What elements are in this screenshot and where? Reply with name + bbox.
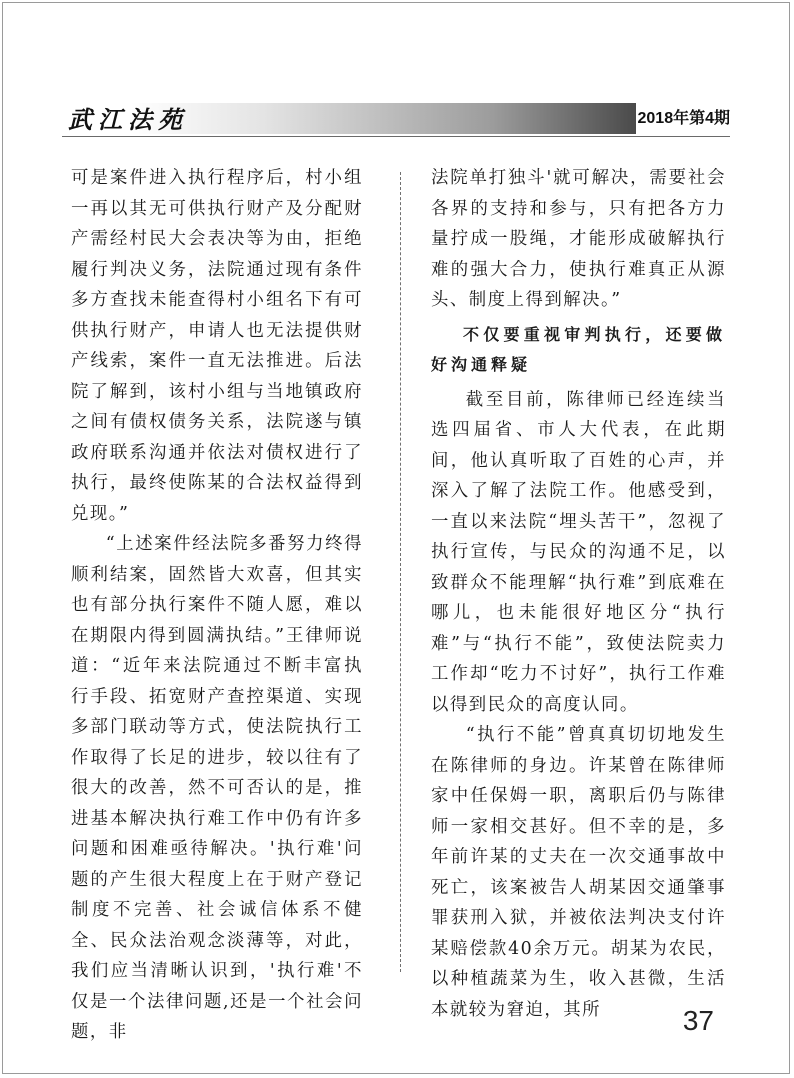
right-column: [431, 163, 726, 1025]
left-column: [71, 163, 363, 1048]
paragraph-continuation: 法院单打独斗'就可解决，需要社会各界的支持和参与，只有把各方力量拧成一股绳，才能形成破解执行难的强大合力，使执行难真正从源头、制度上得到解决。”: [431, 168, 726, 310]
column-divider: [400, 172, 401, 972]
paragraph: “执行不能”曾真真切切地发生在陈律师的身边。许某曾在陈律师家中任保姆一职，离职后仍与陈律师一家相交甚好。但不幸的是，多年前许某的丈夫在一次交通事故中死亡，该案被告人胡某因交通肇事罪获刑入狱，并被依法判决支付许某赔偿款40余万元。胡某为农民，以种植蔬菜为生，收入甚微，生活本就较为窘迫，其所: [431, 725, 726, 1020]
paragraph: 可是案件进入执行程序后，村小组一再以其无可供执行财产及分配财产需经村民大会表决等为由，拒绝履行判决义务，法院通过现有条件多方查找未能查得村小组名下有可供执行财产，申请人也无法提供财产线索，案件一直无法推进。后法院了解到，该村小组与当地镇政府之间有债权债务关系，法院遂与镇政府联系沟通并依法对债权进行了执行，最终使陈某的合法权益得到兑现。”: [71, 168, 363, 524]
journal-name: 武江法苑: [68, 105, 188, 134]
paragraph: 截至目前，陈律师已经连续当选四届省、市人大代表，在此期间，他认真听取了百姓的心声，并深入了解了法院工作。他感受到，一直以来法院“埋头苦干”，忽视了执行宣传，与民众的沟通不足，以致群众不能理解“执行难”到底难在哪儿，也未能很好地区分“执行难”与“执行不能”，致使法院卖力工作却“吃力不讨好”，执行工作难以得到民众的高度认同。: [431, 389, 726, 715]
issue-label: 2018年第4期: [637, 110, 730, 127]
page-header: [62, 103, 730, 134]
header-rule: [62, 136, 730, 137]
section-subheading: 不仅要重视审判执行，还要做好沟通释疑: [431, 326, 726, 374]
page-number: 37: [682, 1005, 714, 1036]
paragraph: “上述案件经法院多番努力终得顺利结案，固然皆大欢喜，但其实也有部分执行案件不随人愿，难以在期限内得到圆满执结。”王律师说道：“近年来法院通过不断丰富执行手段、拓宽财产查控渠道、实现多部门联动等方式，使法院执行工作取得了长足的进步，较以往有了很大的改善，然不可否认的是，推进基本解决执行难工作中仍有许多问题和困难亟待解决。'执行难'问题的产生很大程度上在于财产登记制度不完善、社会诚信体系不健全、民众法治观念淡薄等，对此，我们应当清晰认识到，'执行难'不仅是一个法律问题,还是一个社会问题，非: [71, 534, 363, 1042]
